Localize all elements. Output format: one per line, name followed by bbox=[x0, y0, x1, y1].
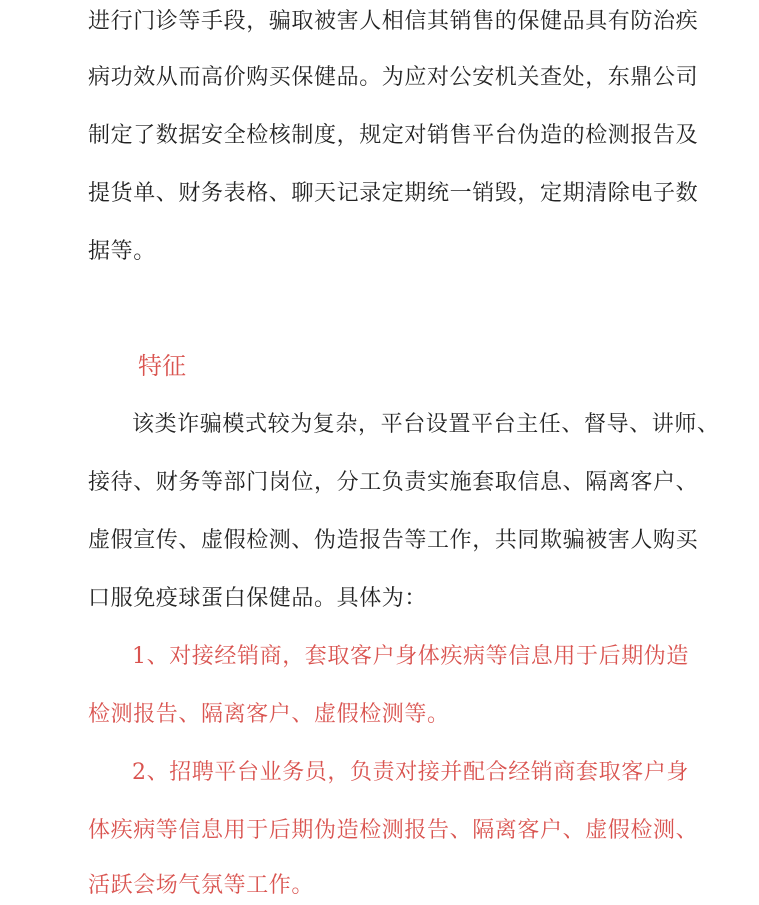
list-item-1-line: 检测报告、隔离客户、虚假检测等。 bbox=[88, 702, 450, 727]
paragraph-line: 病功效从而高价购买保健品。为应对公安机关查处，东鼎公司 bbox=[88, 65, 699, 90]
list-item-1-line: 1、对接经销商，套取客户身体疾病等信息用于后期伪造 bbox=[132, 644, 689, 669]
paragraph-line: 提货单、财务表格、聊天记录定期统一销毁，定期清除电子数 bbox=[88, 181, 699, 206]
intro-line: 口服免疫球蛋白保健品。具体为： bbox=[88, 586, 428, 611]
intro-line: 接待、财务等部门岗位，分工负责实施套取信息、隔离客户、 bbox=[88, 470, 699, 495]
intro-line: 该类诈骗模式较为复杂，平台设置平台主任、督导、讲师、 bbox=[132, 412, 720, 437]
list-item-2-line: 2、招聘平台业务员，负责对接并配合经销商套取客户身 bbox=[132, 760, 689, 785]
paragraph-line: 据等。 bbox=[88, 239, 156, 264]
paragraph-line: 进行门诊等手段，骗取被害人相信其销售的保健品具有防治疾 bbox=[88, 9, 699, 34]
list-item-2-line: 体疾病等信息用于后期伪造检测报告、隔离客户、虚假检测、 bbox=[88, 818, 699, 843]
paragraph-line: 制定了数据安全检核制度，规定对销售平台伪造的检测报告及 bbox=[88, 123, 699, 148]
intro-line: 虚假宣传、虚假检测、伪造报告等工作，共同欺骗被害人购买 bbox=[88, 528, 699, 553]
list-item-2-line: 活跃会场气氛等工作。 bbox=[88, 873, 315, 898]
section-heading: 特征 bbox=[138, 352, 186, 380]
